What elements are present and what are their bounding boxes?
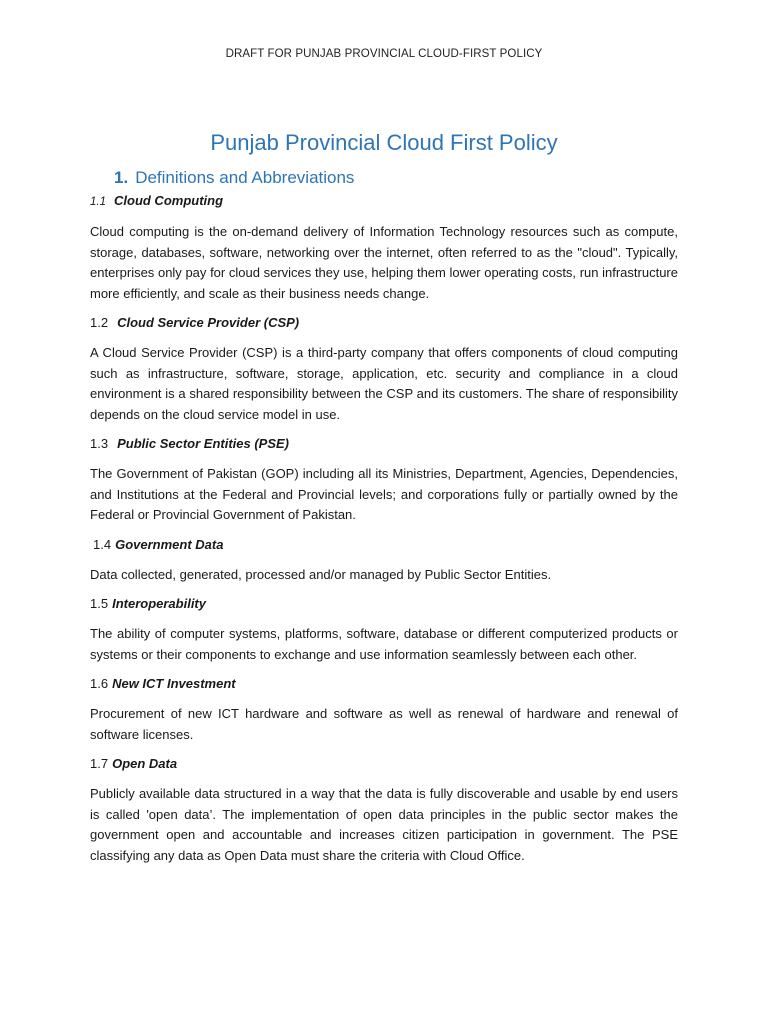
definition-text-1-1: Cloud computing is the on-demand delivery of Information Technology resources such as compute, storage, databases, software, networking over the internet, often referred to as the "cloud". Typically, enterprises only pay for cloud services they use, helping them lower operating costs, run infrastructure more efficiently, and scale as their business needs change. [90,224,678,301]
definition-term: Government Data [115,536,224,552]
definition-heading-1-2 [90,314,678,332]
definition-term: Cloud Computing [114,193,224,208]
section-heading [114,168,354,188]
definition-text-1-6: Procurement of new ICT hardware and software as well as renewal of hardware and renewal of software licenses. [90,706,678,742]
definition-text-1-3: The Government of Pakistan (GOP) including all its Ministries, Department, Agencies, Dependencies, and Institutions at the Federal and Provincial levels; and corporations fully or partially owned by the Federal or Provincial Government of Pakistan. [90,466,678,522]
definition-number: 1.5 [90,596,109,611]
definition-heading-1-7 [90,755,678,773]
definition-heading-1-1 [90,192,678,211]
definition-text-1-4: Data collected, generated, processed and/or managed by Public Sector Entities. [90,566,552,582]
definition-term: Interoperability [112,596,206,611]
definition-number: 1.4 [93,536,112,552]
definition-number: 1.7 [90,756,109,771]
definition-text-1-5: The ability of computer systems, platforms, software, database or different computerized products or systems or their components to exchange and use information seamlessly between each other. [90,626,678,662]
definition-heading-1-6 [90,675,678,693]
document-title: Punjab Provincial Cloud First Policy [210,130,558,155]
section-number: 1. [114,168,129,187]
definition-number: 1.6 [90,676,109,691]
definition-term: Public Sector Entities (PSE) [117,436,290,451]
definition-term: New ICT Investment [112,676,236,691]
definition-heading-1-5 [90,595,678,613]
definition-text-1-2: A Cloud Service Provider (CSP) is a third-party company that offers components of cloud computing such as infrastructure, software, storage, application, etc. security and compliance in a cloud environment is a shared responsibility between the CSP and its customers. The share of responsibility depends on the cloud service model in use. [90,345,678,422]
definitions-list [90,192,678,876]
section-title: Definitions and Abbreviations [135,168,355,187]
definition-number: 1.1 [90,196,106,208]
page-header: DRAFT FOR PUNJAB PROVINCIAL CLOUD-FIRST POLICY [225,48,543,60]
definition-number: 1.2 [90,315,109,330]
definition-term: Open Data [112,756,178,771]
definition-text-1-7: Publicly available data structured in a way that the data is fully discoverable and usable by end users is called 'open data’. The implementation of open data principles in the public sector makes the government open and accountable and increases citizen participation in government. The PSE classifying any data as Open Data must share the criteria with Cloud Office. [90,786,678,863]
definition-term: Cloud Service Provider (CSP) [117,315,300,330]
definition-heading-1-4 [90,536,678,554]
definition-number: 1.3 [90,436,109,451]
definition-heading-1-3 [90,435,678,453]
